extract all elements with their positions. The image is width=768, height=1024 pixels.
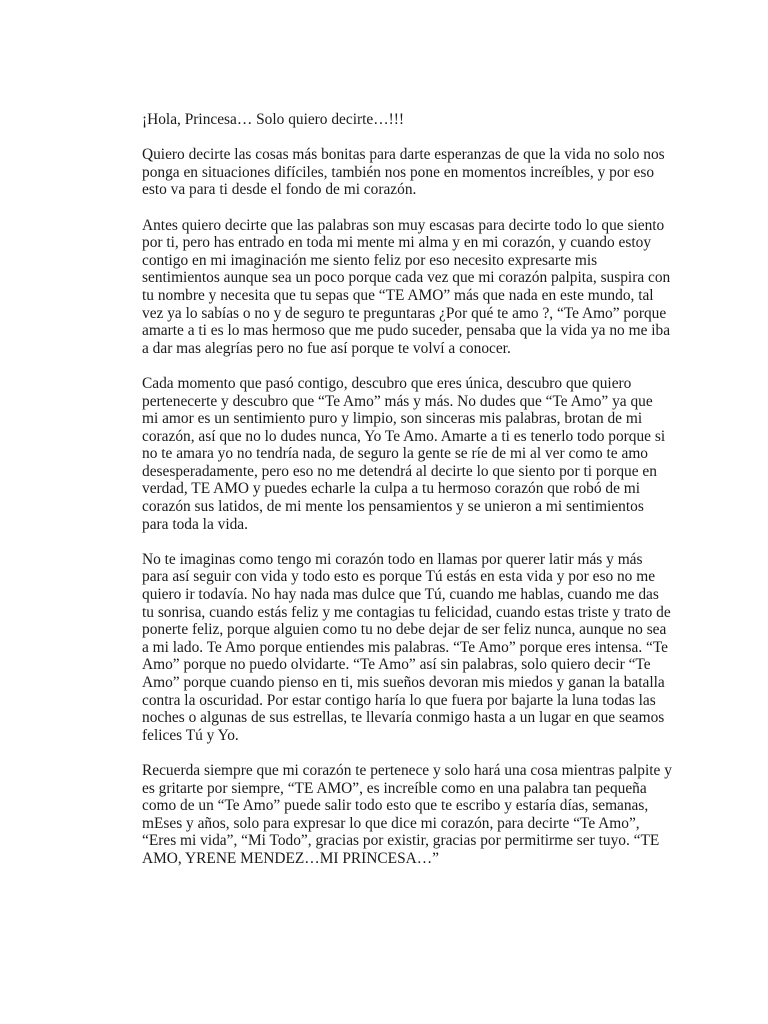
text-line: amarte a ti es lo mas hermoso que me pudo suceder, pensaba que la vida ya no me iba: [142, 322, 671, 340]
text-line: quiero ir todavía. No hay nada mas dulce que Tú, cuando me hablas, cuando me das: [142, 586, 659, 604]
text-line: mEses y años, solo para expresar lo que dice mi corazón, para decirte “Te Amo”,: [142, 814, 640, 832]
letter-body: [142, 111, 672, 885]
text-line: felices Tú y Yo.: [142, 726, 239, 744]
text-line: Amo” porque cuando pienso en ti, mis sueños devoran mis miedos y ganan la batalla: [142, 674, 665, 691]
text-line: contigo en mi imaginación me siento feliz por eso necesito expresarte mis: [142, 251, 598, 269]
text-line: como de un “Te Amo” puede salir todo esto que te escribo y estaría días, semanas,: [142, 797, 649, 815]
text-line: para así seguir con vida y todo esto es porque Tú estás en esta vida y por eso no me: [142, 568, 656, 586]
text-line: a mi lado. Te Amo porque entiendes mis palabras. “Te Amo” porque eres intensa. “Te: [142, 638, 669, 656]
paragraph: [142, 761, 672, 868]
text-line: ponerte feliz, porque alguien como tu no debe dejar de ser feliz nunca, aunque no sea: [142, 621, 667, 639]
paragraph: [142, 216, 671, 358]
text-line: Antes quiero decirte que las palabras son muy escasas para decirte todo lo que siento: [142, 216, 665, 234]
text-line: Quiero decirte las cosas más bonitas para darte esperanzas de que la vida no solo nos: [142, 146, 665, 164]
paragraph: [142, 550, 671, 745]
text-line: noches o algunas de sus estrellas, te llevaría conmigo hasta a un lugar en que seamos: [142, 709, 665, 727]
text-line: desesperadamente, pero eso no me detendrá al decirte lo que siento por ti porque en: [142, 462, 657, 480]
text-line: vez ya lo sabías o no y de seguro te preguntaras ¿Por qué te amo ?, “Te Amo” porque: [142, 304, 667, 322]
text-line: pertenecerte y descubro que “Te Amo” más y más. No dudes que “Te Amo” ya que: [142, 392, 653, 410]
text-line: para toda la vida.: [142, 515, 248, 533]
text-line: No te imaginas como tengo mi corazón todo en llamas por querer latir más y más: [142, 550, 643, 568]
text-line: verdad, TE AMO y puedes echarle la culpa a tu hermoso corazón que robó de mi: [142, 480, 641, 498]
text-line: Cada momento que pasó contigo, descubro que eres única, descubro que quiero: [142, 374, 632, 392]
text-line: esto va para ti desde el fondo de mi corazón.: [142, 181, 417, 199]
text-line: por ti, pero has entrado en toda mi mente mi alma y en mi corazón, y cuando estoy: [142, 234, 652, 252]
text-line: a dar mas alegrías pero no fue así porque te volví a conocer.: [142, 339, 511, 357]
paragraph: [142, 146, 664, 199]
text-line: mi amor es un sentimiento puro y limpio, son sinceras mis palabras, brotan de mi: [142, 410, 643, 428]
text-line: es gritarte por siempre, “TE AMO”, es increíble como en una palabra tan pequeña: [142, 779, 647, 797]
text-line: “Eres mi vida”, “Mi Todo”, gracias por existir, gracias por permitirme ser tuyo. “TE: [142, 832, 660, 850]
text-line: tu sonrisa, cuando estás feliz y me contagias tu felicidad, cuando estas triste y trato de: [142, 603, 671, 621]
text-line: AMO, YRENE MENDEZ…MI PRINCESA…”: [142, 849, 439, 867]
paragraph: [142, 375, 664, 533]
text-line: corazón, así que no lo dudes nunca, Yo Te Amo. Amarte a ti es tenerlo todo porque si: [142, 427, 666, 445]
text-line: contra la oscuridad. Por estar contigo haría lo que fuera por bajarte la luna todas las: [142, 691, 656, 709]
text-line: tu nombre y necesita que tu sepas que “TE AMO” más que nada en este mundo, tal: [142, 286, 654, 304]
letter-greeting: ¡Hola, Princesa… Solo quiero decirte…!!!: [142, 111, 404, 128]
text-line: Amo” porque no puedo olvidarte. “Te Amo” así sin palabras, solo quiero decir “Te: [142, 656, 651, 674]
text-line: no te amara yo no tendría nada, de seguro la gente se ríe de mi al ver como te amo: [142, 445, 648, 463]
text-line: Recuerda siempre que mi corazón te pertenece y solo hará una cosa mientras palpite y: [142, 761, 672, 779]
text-line: corazón sus latidos, de mi mente los pensamientos y se unieron a mi sentimientos: [142, 498, 644, 516]
text-line: sentimientos aunque sea un poco porque cada vez que mi corazón palpita, suspira con: [142, 269, 671, 287]
text-line: ponga en situaciones difíciles, también nos pone en momentos increíbles, y por eso: [142, 163, 655, 181]
paragraph-list: [142, 146, 672, 867]
